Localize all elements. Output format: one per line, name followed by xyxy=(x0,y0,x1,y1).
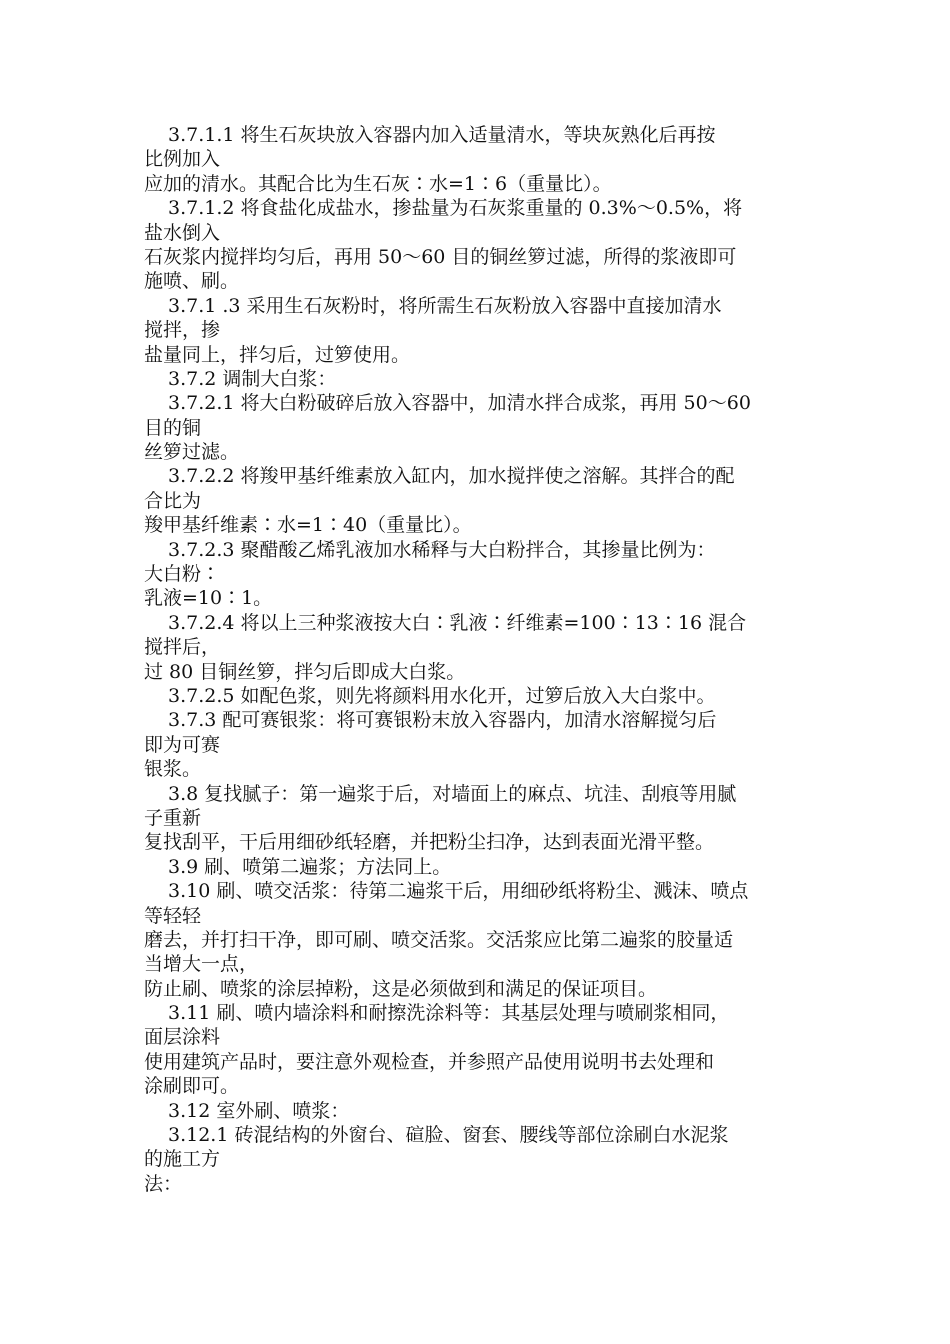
text-line: 复找刮平，干后用细砂纸轻磨，并把粉尘扫净，达到表面光滑平整。 xyxy=(144,831,715,854)
text-line: 3.7.3 配可赛银浆：将可赛银粉末放入容器内，加清水溶解搅匀后 xyxy=(168,709,717,732)
text-line: 子重新 xyxy=(144,806,202,829)
text-line: 施喷、刷。 xyxy=(144,270,240,293)
text-line: 3.7.2.3 聚醋酸乙烯乳液加水稀释与大白粉拌合，其掺量比例为： xyxy=(168,538,716,561)
text-line: 3.7.1.2 将食盐化成盐水，掺盐量为石灰浆重量的 0.3%～0.5%，将 xyxy=(168,197,743,220)
text-line: 羧甲基纤维素∶水=1∶40（重量比）。 xyxy=(144,514,472,537)
text-line: 丝箩过滤。 xyxy=(144,441,240,464)
text-line: 磨去，并打扫干净，即可刷、喷交活浆。交活浆应比第二遍浆的胶量适 xyxy=(144,928,734,951)
text-line: 3.12.1 砖混结构的外窗台、碹脸、窗套、腰线等部位涂刷白水泥浆 xyxy=(168,1124,729,1147)
text-line: 搅拌，掺 xyxy=(144,319,221,342)
text-line: 搅拌后， xyxy=(144,636,221,659)
text-line: 银浆。 xyxy=(144,758,202,781)
text-line: 应加的清水。其配合比为生石灰∶水=1∶6（重量比）。 xyxy=(144,172,612,195)
text-line: 盐水倒入 xyxy=(144,221,221,244)
text-line: 使用建筑产品时，要注意外观检查，并参照产品使用说明书去处理和 xyxy=(144,1050,715,1073)
text-line: 3.11 刷、喷内墙涂料和耐擦洗涂料等：其基层处理与喷刷浆相同， xyxy=(168,1002,730,1025)
text-line: 3.12 室外刷、喷浆： xyxy=(168,1099,350,1122)
text-line: 大白粉∶ xyxy=(144,563,221,586)
text-line: 防止刷、喷浆的涂层掉粉，这是必须做到和满足的保证项目。 xyxy=(144,977,658,1000)
text-line: 盐量同上，拌匀后，过箩使用。 xyxy=(144,343,411,366)
text-line: 的施工方 xyxy=(144,1148,221,1171)
text-line: 涂刷即可。 xyxy=(144,1075,240,1098)
text-line: 3.7.2.1 将大白粉破碎后放入容器中，加清水拌合成浆，再用 50～60 xyxy=(168,392,751,415)
text-line: 3.7.2.5 如配色浆，则先将颜料用水化开，过箩后放入大白浆中。 xyxy=(168,684,716,707)
text-line: 等轻轻 xyxy=(144,904,202,927)
text-line: 比例加入 xyxy=(144,148,221,171)
text-line: 3.10 刷、喷交活浆：待第二遍浆干后，用细砂纸将粉尘、溅沫、喷点 xyxy=(168,880,749,903)
text-line: 3.7.1 .3 采用生石灰粉时，将所需生石灰粉放入容器中直接加清水 xyxy=(168,294,722,317)
text-line: 乳液=10∶1。 xyxy=(144,587,273,610)
document-body xyxy=(144,123,810,1196)
text-line: 3.9 刷、喷第二遍浆；方法同上。 xyxy=(168,855,452,878)
text-line: 3.7.2 调制大白浆： xyxy=(168,367,337,390)
text-line: 合比为 xyxy=(144,489,202,512)
text-line: 面层涂料 xyxy=(144,1026,221,1049)
text-line: 过 80 目铜丝箩，拌匀后即成大白浆。 xyxy=(144,660,466,683)
text-line: 3.7.1.1 将生石灰块放入容器内加入适量清水，等块灰熟化后再按 xyxy=(168,124,716,146)
text-line: 3.7.2.4 将以上三种浆液按大白∶乳液∶纤维素=100∶13∶16 混合 xyxy=(168,611,747,634)
text-line: 目的铜 xyxy=(144,416,202,439)
text-line: 石灰浆内搅拌均匀后，再用 50～60 目的铜丝箩过滤，所得的浆液即可 xyxy=(144,245,737,268)
text-line: 3.8 复找腻子：第一遍浆于后，对墙面上的麻点、坑洼、刮痕等用腻 xyxy=(168,782,737,805)
text-line: 当增大一点， xyxy=(144,953,259,976)
text-line: 法： xyxy=(144,1172,183,1195)
text-line: 即为可赛 xyxy=(144,733,221,756)
text-line: 3.7.2.2 将羧甲基纤维素放入缸内，加水搅拌使之溶解。其拌合的配 xyxy=(168,465,735,488)
